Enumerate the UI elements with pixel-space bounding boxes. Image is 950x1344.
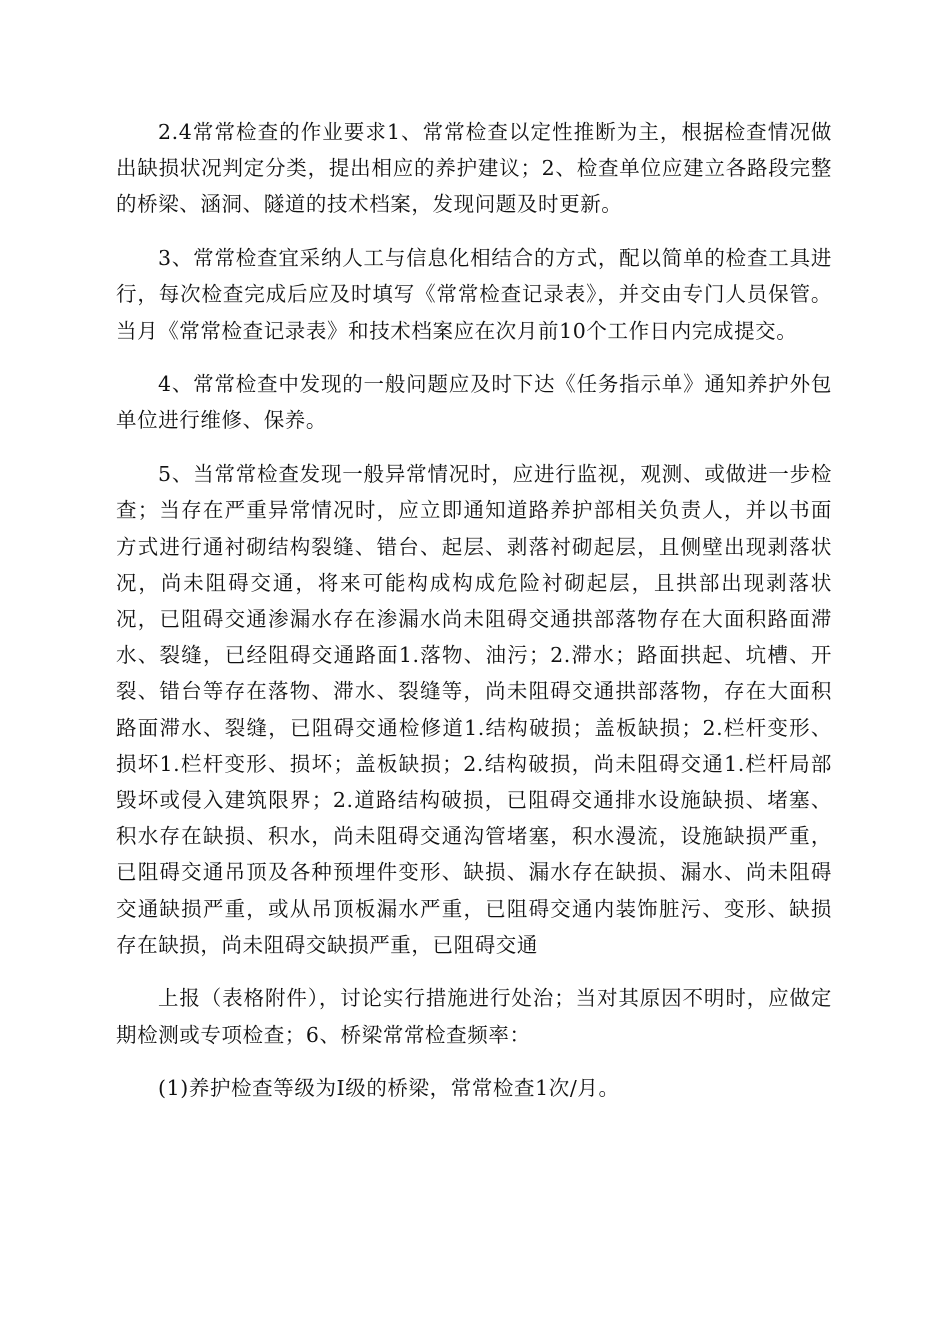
paragraph-inspection-method: 3、常常检查宜采纳人工与信息化相结合的方式，配以简单的检查工具进行，每次检查完成后应及时填写《常常检查记录表》，并交由专门人员保管。当月《常常检查记录表》和技术档案应在次月前10个工作日内完成提交。 xyxy=(116,246,832,343)
paragraph-task-instruction: 4、常常检查中发现的一般问题应及时下达《任务指示单》通知养护外包单位进行维修、保养。 xyxy=(116,372,832,433)
document-body xyxy=(116,114,832,1107)
paragraph-inspection-requirements: 2.4常常检查的作业要求1、常常检查以定性推断为主，根据检查情况做出缺损状况判定分类，提出相应的养护建议；2、检查单位应建立各路段完整的桥梁、涵洞、隧道的技术档案，发现问题及时更新。 xyxy=(116,120,832,217)
paragraph-report-handling: 上报（表格附件），讨论实行措施进行处治；当对其原因不明时，应做定期检测或专项检查；6、桥梁常常检查频率： xyxy=(116,986,832,1047)
paragraph-abnormal-conditions: 5、当常常检查发现一般异常情况时，应进行监视，观测、或做进一步检查；当存在严重异常情况时，应立即通知道路养护部相关负责人，并以书面方式进行通衬砌结构裂缝、错台、起层、剥落衬砌起层，且侧壁出现剥落状况，尚未阻碍交通，将来可能构成构成危险衬砌起层，且拱部出现剥落状况，已阻碍交通渗漏水存在渗漏水尚未阻碍交通拱部落物存在大面积路面滞水、裂缝，已经阻碍交通路面1.落物、油污；2.滞水；路面拱起、坑槽、开裂、错台等存在落物、滞水、裂缝等，尚未阻碍交通拱部落物，存在大面积路面滞水、裂缝，已阻碍交通检修道1.结构破损；盖板缺损；2.栏杆变形、损坏1.栏杆变形、损坏；盖板缺损；2.结构破损，尚未阻碍交通1.栏杆局部毁坏或侵入建筑限界；2.道路结构破损，已阻碍交通排水设施缺损、堵塞、积水存在缺损、积水，尚未阻碍交通沟管堵塞，积水漫流，设施缺损严重，已阻碍交通吊顶及各种预埋件变形、缺损、漏水存在缺损、漏水、尚未阻碍交通缺损严重，或从吊顶板漏水严重，已阻碍交通内装饰脏污、变形、缺损存在缺损，尚未阻碍交缺损严重，已阻碍交通 xyxy=(116,462,832,957)
paragraph-inspection-frequency: (1)养护检查等级为Ⅰ级的桥梁，常常检查1次/月。 xyxy=(158,1076,620,1101)
